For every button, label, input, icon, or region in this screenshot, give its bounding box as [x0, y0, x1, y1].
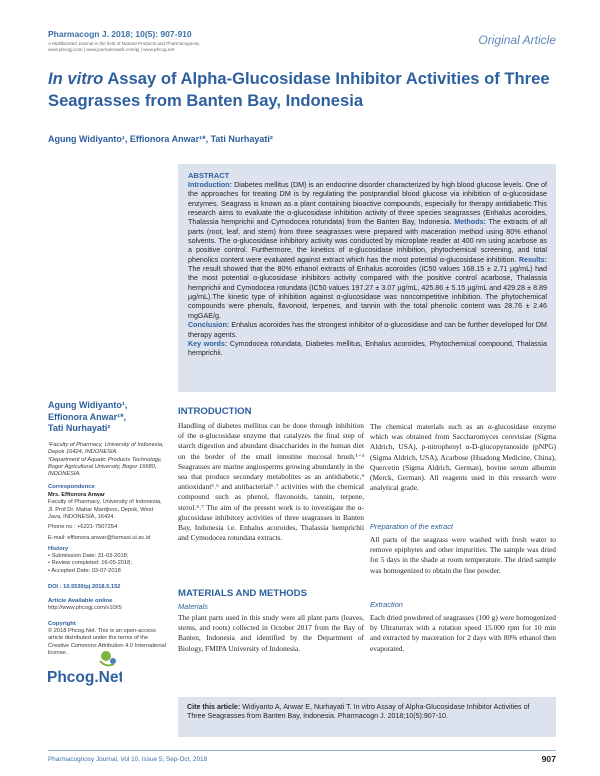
title-line1: Assay of Alpha-Glucosidase Inhibitor Activities of Three — [103, 69, 550, 88]
affiliation-2: ²Department of Aquatic Products Technology, Bogor Agricultural University, Bogor 16680, INDONESIA. — [48, 456, 162, 478]
doi[interactable]: DOI : 10.5530/pj.2018.5.152 — [48, 583, 121, 590]
page-number: 907 — [541, 754, 556, 764]
sidebar-authors — [48, 400, 166, 435]
sidebar-info — [48, 442, 166, 657]
title-line2: Seagrasses from Banten Bay, Indonesia — [48, 91, 364, 110]
correspondence-address: Faculty of Pharmacy, University of Indonesia, Jl. Prof.Dr. Mahar Mardjono, Depok, West Java, INDONESIA, 16424. — [48, 499, 162, 521]
history-accepted: • Accepted Date: 03-07-2018 — [48, 567, 121, 574]
correspondence-email[interactable]: E-mail: effionora.anwar@farmasi.ui.ac.id — [48, 534, 151, 541]
extraction-subheading: Extraction — [370, 600, 403, 609]
abstract-heading: ABSTRACT — [188, 171, 230, 180]
results-label: Results: — [518, 255, 548, 264]
abstract-box — [178, 164, 556, 392]
materials-heading: MATERIALS AND METHODS — [178, 588, 307, 599]
paper-title — [48, 68, 568, 112]
preparation-subheading: Preparation of the extract — [370, 522, 453, 531]
title-italic: In vitro — [48, 69, 104, 88]
abstract-body — [188, 181, 547, 321]
author-line: Agung Widiyanto¹, Effionora Anwar¹*, Tati Nurhayati² — [48, 134, 273, 144]
results-text: The result showed that the 80% ethanol extracts of Enhalus acoroides (IC50 values 168.15 ± 2.71 µg/mL) had the most potential α-glucosidase inhibitors activity compared with the positive control acarbose, Thalassia hemprichii and Cymodocea rotundata (IC50 values 197.27 ± 3.07 µg/mL, 425.86 ± 5.15 µg/mL and 429.28 ± 8.89 µg/mL).The kinetic type of inhibition against α-glucosidase was noncompetitive inhibition. The phytochemical compounds were phenols, flavonoid, terpenes, and tannin with the total phenolic content was 28.76 ± 2.46 mgGAE/g. — [188, 265, 547, 320]
methods-label: Methods: — [454, 218, 486, 227]
sidebar-author-1: Agung Widiyanto¹, — [48, 400, 128, 410]
phcog-logo-icon — [46, 648, 122, 688]
copyright-text: © 2018 Phcog.Net. This is an open-access article distributed under the terms of the Creative Commons Attribution 4.0 International license. — [48, 628, 166, 657]
conclusion-label: Conclusion: — [188, 321, 230, 330]
materials-subheading: Materials — [178, 602, 208, 611]
online-url[interactable]: http://www.phcogj.com/v10/i5 — [48, 604, 122, 611]
correspondence-phone: Phone no : +6221-7507254 — [48, 524, 118, 531]
logo-text: Phcog.Net — [47, 669, 122, 686]
history-submission: • Submission Date: 31-03-2018; — [48, 552, 129, 559]
footer-divider — [48, 750, 556, 751]
footer-journal: Pharmacognosy Journal, Vol 10, Issue 5, Sep-Oct, 2018 — [48, 756, 208, 763]
chemicals-paragraph: The chemical materials such as an α-glucosidase enzyme which was obtained from Saccharomyces cerevisiae (Sigma Aldrich, USA), p-nitrophenyl α-D-glucopyranoside (pNPG) (Sigma Aldrich, USA), Acarbose (Huadong Medicine, China), Quercetin (Sigma Aldrich, German), bovine serum albumin (Merck, German). All reagents used in this research were analytical grade. — [370, 422, 556, 493]
online-heading: Article Available online — [48, 597, 113, 604]
correspondence-name: Mrs. Effionora Anwar — [48, 492, 105, 499]
journal-citation-header: Pharmacogn J. 2018; 10(5): 907-910 — [48, 29, 192, 39]
abstract-conclusion — [188, 321, 547, 340]
intro-label: Introduction: — [188, 181, 233, 189]
keywords-text: Cymodocea rotundata, Diabetes mellitus, Enhalus acoroides, Phytochemical compound, Thalassia hemprichii. — [188, 339, 547, 358]
introduction-paragraph: Handling of diabetes mellitus can be done through inhibition of the α-glucosidase enzyme that catalyzes the final step of starch digestion and abundant disaccharides in the human diet on the border of the small intestine mucosal brush.¹⁻³ Seagrasses are marine angiosperms growing abundantly in the sea that produce secondary metabolites as an antidiabetic,⁴ antioxidant⁵˒⁶ and antibacterial⁶˒⁷ activities with the chemical compound such as phenol, flavonoids, tannin, terpene, sterol.⁴˒⁷ The aim of the present work is to investigate the α-glucosidase inhibitory activities of three seagrasses in Banten Bay, Indonesia i.e. Enhalus acoroides, Thalassia hemprichii and Cymodocea rotundata extracts. — [178, 421, 364, 543]
phcog-logo — [46, 648, 122, 688]
materials-paragraph: The plant parts used in this study were all plant parts (leaves, stems, and roots) collected in October 2017 from the Bay of Banten, Indonesia and identified by the Department of Biology, FMIPA University of Indonesia. — [178, 613, 364, 653]
methods-text: The extracts of all parts (root, leaf, and stem) from three seagrasses were prepared with maceration method using 80% ethanol solvents. The α-glucosidase inhibitory activity was conducted by microplate reader at 400 nm using acarbose as a positive control. Furthermore, the kinetics of α-glucosidase inhibition, phytochemical screening, and total phenolics content were evaluated against extract which has the most potential α-glucosidase inhibition. — [188, 218, 547, 264]
journal-urls[interactable]: www.phcogj.com | www.journalonweb.com/pj | www.phcog.net — [48, 47, 175, 52]
cite-label: Cite this article: — [187, 703, 241, 711]
introduction-heading: INTRODUCTION — [178, 406, 252, 417]
cite-box — [178, 697, 556, 737]
journal-subline: A Multifaceted Journal in the field of Natural Products and Pharmacognosy — [48, 41, 200, 46]
intro-text: Diabetes mellitus (DM) is an endocrine disorder characterized by high blood glucose levels. One of the approaches for treating DM is by regulating the postprandial blood glucose via inhibition of α-glucosidase enzymes. Seagrass is known as a plant containing bioactive compounds, especially for therapy antidiabetic.This research aims to evaluate the α-glucosidase inhibition activity of three species seagrasses (Enhalus acoroides, Thalassia hemprichii and Cymodocea rotundata) from the Banten Bay, Indonesia. — [188, 181, 547, 227]
keywords-label: Key words: — [188, 339, 228, 348]
history-review: • Review completed: 16-05-2018; — [48, 560, 132, 567]
conclusion-text: Enhalus acoroides has the strongest inhibitor of α-glucosidase and can be further developed for DM therapy agents. — [188, 321, 547, 339]
correspondence-heading: Correspondence — [48, 484, 95, 491]
article-type: Original Article — [478, 33, 556, 47]
preparation-paragraph: All parts of the seagrass were washed with fresh water to remove epiphytes and other impurities. The sample was dried for 5 days in the shade at room temperature. The dried sample was homogenized to obtain the fine powder. — [370, 535, 556, 575]
extraction-paragraph: Each dried powdered of seagrasses (100 g) were homogenized by Ultraturrax with a rotation speed 15.000 rpm for 10 min and extracted by maceration for 2 days with 80% ethanol then evaporated. — [370, 613, 556, 653]
sidebar-author-2: Effionora Anwar¹*, — [48, 411, 127, 422]
abstract-keywords — [188, 340, 547, 359]
affiliation-1: ¹Faculty of Pharmacy, University of Indonesia, Depok 16424, INDONESIA. — [48, 442, 164, 456]
history-heading: History — [48, 545, 69, 552]
copyright-heading: Copyright — [48, 621, 76, 628]
sidebar-author-3: Tati Nurhayati² — [48, 423, 111, 433]
cite-text: Widiyanto A, Anwar E, Nurhayati T. In vitro Assay of Alpha-Glucosidase Inhibitor Activities of Three Seagrasses from Banten Bay, Indonesia. Pharmacogn J. 2018;10(5):907-10. — [187, 703, 530, 721]
